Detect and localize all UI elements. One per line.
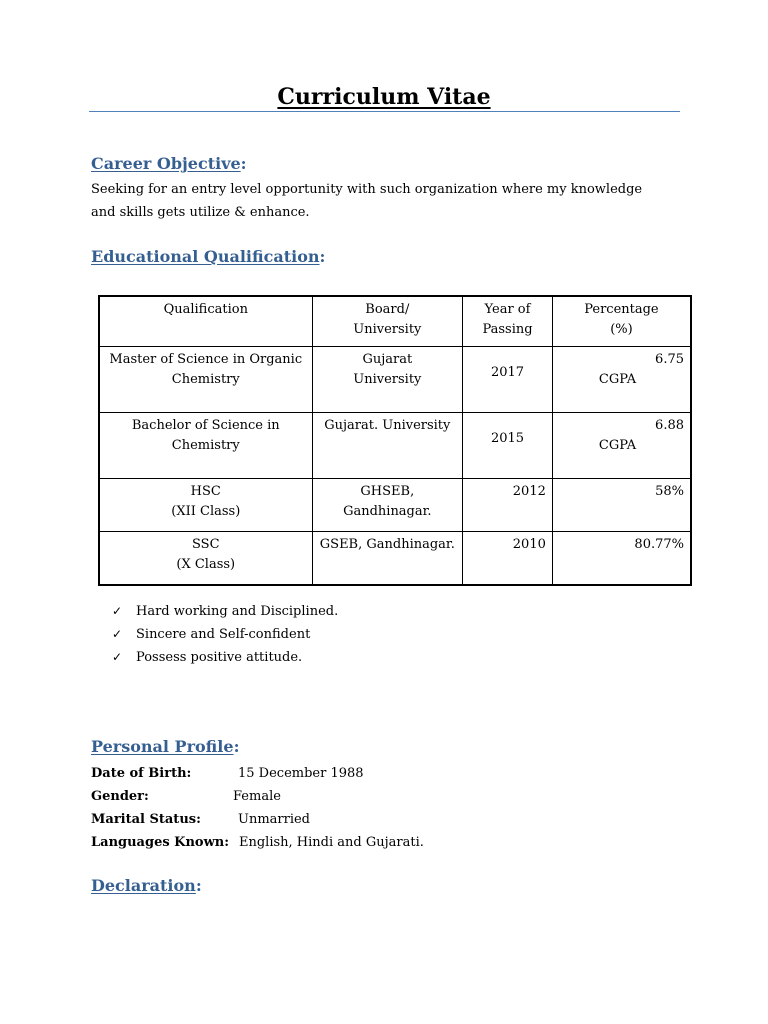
- header-year: Year of Passing: [463, 296, 553, 347]
- languages-label: Languages Known:: [91, 835, 230, 850]
- table-row: [99, 479, 691, 532]
- year-cell: 2010: [463, 532, 553, 586]
- marital-status-value: Unmarried: [238, 812, 311, 827]
- year-cell: 2015: [463, 413, 553, 479]
- strengths-list: [112, 600, 338, 669]
- check-mark-icon: ✓: [112, 627, 123, 641]
- profile-row-dob: [91, 762, 651, 785]
- header-board: Board/ University: [312, 296, 463, 347]
- profile-row-marital: [91, 808, 651, 831]
- percentage-cell: 6.88 CGPA: [552, 413, 691, 479]
- career-objective-heading-text: Career Objective: [91, 154, 241, 173]
- qualification-cell: HSC (XII Class): [99, 479, 312, 532]
- qualification-cell: SSC (X Class): [99, 532, 312, 586]
- strength-text: Sincere and Self-confident: [136, 627, 311, 642]
- header-percentage: Percentage (%): [552, 296, 691, 347]
- marital-status-label: Marital Status:: [91, 812, 201, 827]
- personal-profile: [91, 762, 651, 854]
- table-row: [99, 347, 691, 413]
- education-table: [98, 295, 692, 586]
- percentage-cell: 58%: [552, 479, 691, 532]
- board-cell: GSEB, Gandhinagar.: [312, 532, 463, 586]
- board-cell: GHSEB, Gandhinagar.: [312, 479, 463, 532]
- profile-row-languages: [91, 831, 651, 854]
- qualification-cell: Bachelor of Science in Chemistry: [99, 413, 312, 479]
- percentage-cell: 80.77%: [552, 532, 691, 586]
- gender-value: Female: [233, 789, 281, 804]
- qualification-cell: Master of Science in Organic Chemistry: [99, 347, 312, 413]
- career-objective-line2: and skills gets utilize & enhance.: [91, 205, 310, 220]
- gender-label: Gender:: [91, 789, 149, 804]
- year-cell: 2017: [463, 347, 553, 413]
- strength-text: Hard working and Disciplined.: [136, 604, 339, 619]
- board-cell: Gujarat. University: [312, 413, 463, 479]
- table-header-row: [99, 296, 691, 347]
- check-mark-icon: ✓: [112, 650, 123, 664]
- strength-text: Possess positive attitude.: [136, 650, 303, 665]
- board-cell: Gujarat University: [312, 347, 463, 413]
- personal-profile-heading: Personal Profile:: [91, 737, 240, 756]
- check-mark-icon: ✓: [112, 604, 123, 618]
- list-item: [112, 623, 338, 646]
- profile-row-gender: [91, 785, 651, 808]
- list-item: [112, 600, 338, 623]
- education-heading: Educational Qualification:: [91, 247, 326, 266]
- table-row: [99, 532, 691, 586]
- percentage-cell: 6.75 CGPA: [552, 347, 691, 413]
- personal-profile-heading-text: Personal Profile: [91, 737, 234, 756]
- languages-value: English, Hindi and Gujarati.: [239, 835, 424, 850]
- career-objective-text: [91, 178, 691, 224]
- education-heading-text: Educational Qualification: [91, 247, 320, 266]
- page-title: Curriculum Vitae: [277, 84, 491, 110]
- title-divider: [89, 111, 680, 112]
- list-item: [112, 646, 338, 669]
- career-objective-line1: Seeking for an entry level opportunity with such organization where my knowledge: [91, 182, 643, 197]
- career-objective-heading: Career Objective:: [91, 154, 247, 173]
- table-row: [99, 413, 691, 479]
- dob-label: Date of Birth:: [91, 766, 192, 781]
- declaration-heading-text: Declaration: [91, 876, 196, 895]
- year-cell: 2012: [463, 479, 553, 532]
- dob-value: 15 December 1988: [238, 766, 364, 781]
- declaration-heading: Declaration:: [91, 876, 202, 895]
- header-qualification: Qualification: [99, 296, 312, 347]
